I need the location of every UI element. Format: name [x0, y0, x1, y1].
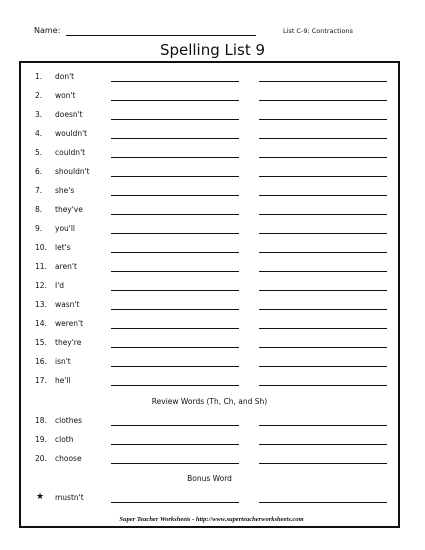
word-number: 9.: [35, 224, 43, 233]
write-line-1: [111, 157, 239, 158]
word-row: [21, 413, 398, 429]
spelling-word: wouldn't: [55, 129, 88, 138]
spelling-word: isn't: [55, 357, 71, 366]
word-number: 1.: [35, 72, 43, 81]
word-row: [21, 202, 398, 218]
word-row: [21, 335, 398, 351]
write-line-2: [259, 81, 387, 82]
spelling-word: cloth: [55, 435, 74, 444]
write-line-1: [111, 271, 239, 272]
write-line-1: [111, 81, 239, 82]
spelling-word: she's: [55, 186, 75, 195]
write-line-1: [111, 385, 239, 386]
word-number: 2.: [35, 91, 43, 100]
write-line-2: [259, 176, 387, 177]
write-line-1: [111, 328, 239, 329]
word-row: [21, 69, 398, 85]
word-row: [21, 88, 398, 104]
word-number: 3.: [35, 110, 43, 119]
write-line-1: [111, 119, 239, 120]
word-number: 18.: [35, 416, 47, 425]
spelling-word: clothes: [55, 416, 83, 425]
word-row: [21, 126, 398, 142]
write-line-1: [111, 347, 239, 348]
page-title: Spelling List 9: [159, 41, 266, 59]
write-line-1: [111, 252, 239, 253]
write-line-2: [259, 328, 387, 329]
word-number: 20.: [35, 454, 47, 463]
word-row: [21, 107, 398, 123]
write-line-2: [259, 425, 387, 426]
write-line-1: [111, 309, 239, 310]
write-line-2: [259, 309, 387, 310]
write-line-2: [259, 366, 387, 367]
word-number: 15.: [35, 338, 47, 347]
bonus-word-heading: Bonus Word: [187, 474, 232, 483]
word-row: [21, 373, 398, 389]
word-number: 19.: [35, 435, 47, 444]
write-line-1: [111, 233, 239, 234]
write-line-1: [111, 100, 239, 101]
word-number: 6.: [35, 167, 43, 176]
name-blank-line: [66, 35, 256, 36]
write-line-2: [259, 157, 387, 158]
spelling-word: couldn't: [55, 148, 86, 157]
spelling-word: wasn't: [55, 300, 80, 309]
spelling-word: weren't: [55, 319, 84, 328]
word-number: 10.: [35, 243, 47, 252]
word-row: [21, 221, 398, 237]
write-line-2: [259, 290, 387, 291]
write-line-1: [111, 444, 239, 445]
word-number: 5.: [35, 148, 43, 157]
word-row: [21, 451, 398, 467]
word-row: [21, 354, 398, 370]
bonus-word-row: [21, 490, 398, 506]
word-row: [21, 259, 398, 275]
word-number: 14.: [35, 319, 47, 328]
spelling-word: you'll: [55, 224, 76, 233]
write-line-2: [259, 100, 387, 101]
word-row: [21, 183, 398, 199]
spelling-list-box: [19, 61, 400, 528]
write-line-1: [111, 214, 239, 215]
name-label: Name:: [34, 26, 61, 35]
word-row: [21, 278, 398, 294]
write-line-2: [259, 444, 387, 445]
footer-credit: Super Teacher Worksheets - http://www.superteacherworksheets.com: [119, 516, 304, 523]
write-line-1: [111, 425, 239, 426]
spelling-word: shouldn't: [55, 167, 90, 176]
review-words-heading: Review Words (Th, Ch, and Sh): [151, 397, 268, 406]
word-number: 7.: [35, 186, 43, 195]
spelling-word: choose: [55, 454, 82, 463]
spelling-word: I'd: [55, 281, 65, 290]
word-row: [21, 145, 398, 161]
write-line-1: [111, 290, 239, 291]
write-line-2: [259, 252, 387, 253]
word-row: [21, 297, 398, 313]
word-number: 4.: [35, 129, 43, 138]
star-icon: ★: [36, 492, 45, 502]
spelling-word: let's: [55, 243, 71, 252]
write-line-1: [111, 366, 239, 367]
spelling-word: aren't: [55, 262, 77, 271]
word-number: 17.: [35, 376, 47, 385]
spelling-word: don't: [55, 72, 75, 81]
write-line-2: [259, 233, 387, 234]
write-line-2: [259, 385, 387, 386]
write-line-2: [259, 463, 387, 464]
word-number: 11.: [35, 262, 47, 271]
spelling-word: doesn't: [55, 110, 83, 119]
write-line-2: [259, 502, 387, 503]
word-number: 13.: [35, 300, 47, 309]
write-line-2: [259, 214, 387, 215]
write-line-1: [111, 195, 239, 196]
write-line-2: [259, 138, 387, 139]
word-row: [21, 240, 398, 256]
spelling-word: they've: [55, 205, 83, 214]
write-line-1: [111, 502, 239, 503]
word-row: [21, 316, 398, 332]
word-number: 12.: [35, 281, 47, 290]
write-line-2: [259, 195, 387, 196]
spelling-word: won't: [55, 91, 76, 100]
write-line-2: [259, 347, 387, 348]
write-line-2: [259, 119, 387, 120]
spelling-word: they're: [55, 338, 82, 347]
word-number: 16.: [35, 357, 47, 366]
word-row: [21, 432, 398, 448]
write-line-1: [111, 138, 239, 139]
worksheet-header: [34, 25, 394, 41]
write-line-1: [111, 463, 239, 464]
word-number: 8.: [35, 205, 43, 214]
word-row: [21, 164, 398, 180]
write-line-2: [259, 271, 387, 272]
list-id-label: List C-9: Contractions: [283, 27, 353, 35]
write-line-1: [111, 176, 239, 177]
spelling-word: he'll: [55, 376, 71, 385]
bonus-word: mustn't: [55, 493, 84, 502]
